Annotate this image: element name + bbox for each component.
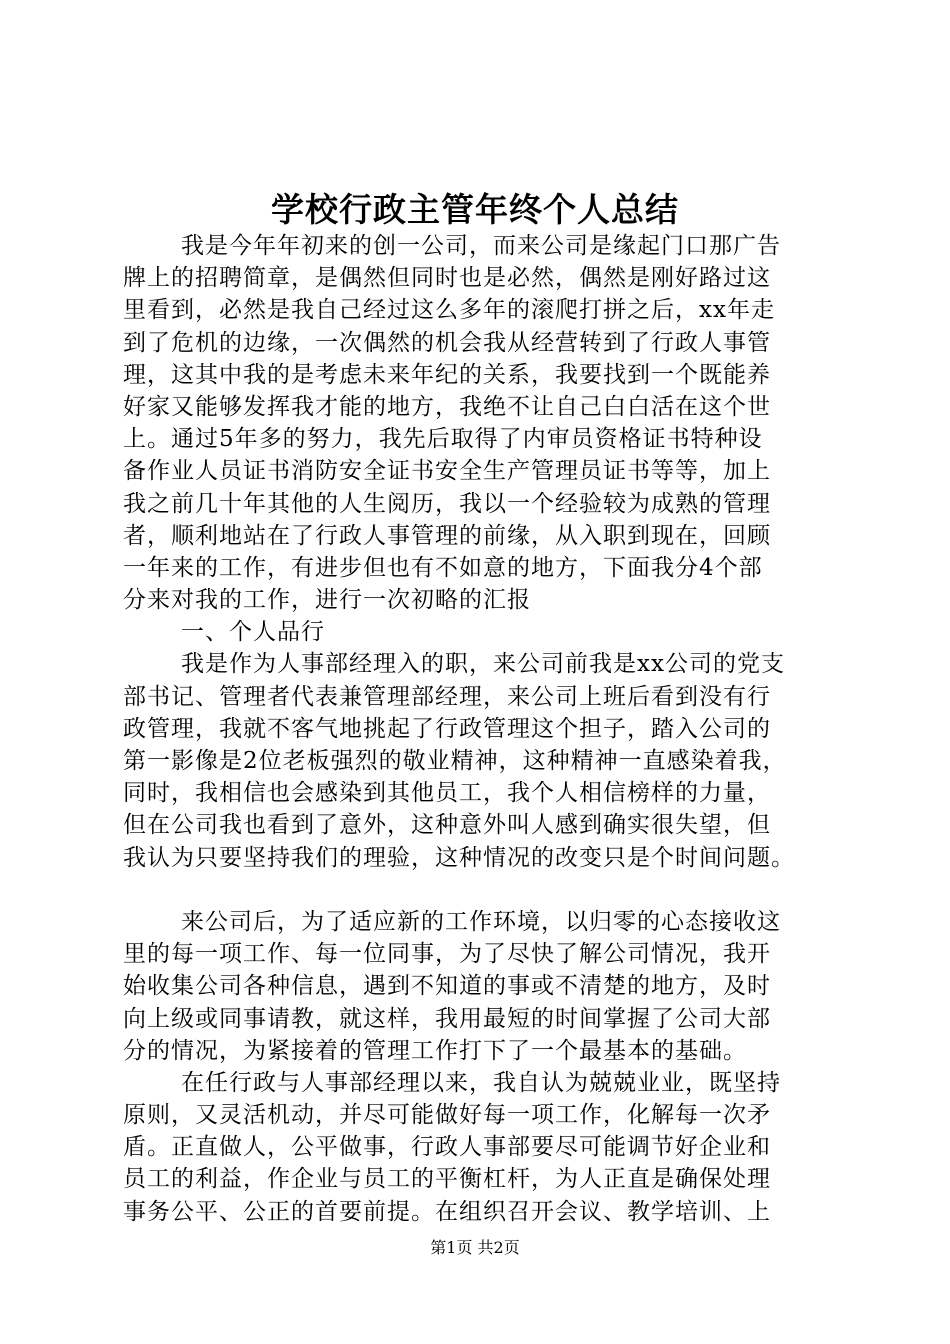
paragraph-line: 政管理，我就不客气地挑起了行政管理这个担子，踏入公司的 xyxy=(123,715,771,742)
paragraph-line: 盾。正直做人，公平做事，行政人事部要尽可能调节好企业和 xyxy=(123,1134,771,1161)
paragraph-line: 里看到，必然是我自己经过这么多年的滚爬打拼之后，xx年走 xyxy=(123,297,775,324)
paragraph-line: 第一影像是2位老板强烈的敬业精神，这种精神一直感染着我， xyxy=(123,748,787,774)
paragraph-line: 部书记、管理者代表兼管理部经理，来公司上班后看到没有行 xyxy=(123,683,771,710)
paragraph-line: 者，顺利地站在了行政人事管理的前缘，从入职到现在，回顾 xyxy=(123,522,771,549)
paragraph-line: 上。通过5年多的努力，我先后取得了内审员资格证书特种设 xyxy=(123,426,763,453)
paragraph-line: 里的每一项工作、每一位同事，为了尽快了解公司情况，我开 xyxy=(123,941,771,968)
paragraph-line: 好家又能够发挥我才能的地方，我绝不让自己白白活在这个世 xyxy=(123,393,771,420)
paragraph-line: 我是作为人事部经理入的职，来公司前我是xx公司的党支 xyxy=(181,651,785,678)
document-body xyxy=(123,230,843,1228)
paragraph-line: 分的情况，为紧接着的管理工作打下了一个最基本的基础。 xyxy=(123,1037,747,1064)
paragraph-line: 事务公平、公正的首要前提。在组织召开会议、教学培训、上 xyxy=(123,1198,771,1225)
paragraph-line: 到了危机的边缘，一次偶然的机会我从经营转到了行政人事管 xyxy=(123,329,771,356)
paragraph-line: 我之前几十年其他的人生阅历，我以一个经验较为成熟的管理 xyxy=(123,490,771,517)
page-number-footer: 第1页 共2页 xyxy=(430,1238,520,1257)
paragraph-line: 在任行政与人事部经理以来，我自认为兢兢业业，既坚持 xyxy=(181,1069,781,1096)
paragraph-line: 来公司后，为了适应新的工作环境，以归零的心态接收这 xyxy=(181,908,781,935)
paragraph-line: 同时，我相信也会感染到其他员工，我个人相信榜样的力量， xyxy=(123,780,771,807)
section-heading: 一、个人品行 xyxy=(181,619,325,646)
paragraph-line: 员工的利益，作企业与员工的平衡杠杆，为人正直是确保处理 xyxy=(123,1166,771,1193)
paragraph-line: 牌上的招聘简章，是偶然但同时也是必然，偶然是刚好路过这 xyxy=(123,265,771,292)
paragraph-line: 我认为只要坚持我们的理验，这种情况的改变只是个时间问题。 xyxy=(123,844,795,871)
paragraph-line: 向上级或同事请教，就这样，我用最短的时间掌握了公司大部 xyxy=(123,1005,771,1032)
paragraph-line: 备作业人员证书消防安全证书安全生产管理员证书等等，加上 xyxy=(123,458,771,485)
paragraph-line: 始收集公司各种信息，遇到不知道的事或不清楚的地方，及时 xyxy=(123,973,771,1000)
paragraph-line: 理，这其中我的是考虑未来年纪的关系，我要找到一个既能养 xyxy=(123,361,771,388)
blank-line xyxy=(123,874,843,906)
document-title: 学校行政主管年终个人总结 xyxy=(271,190,679,229)
paragraph-line: 一年来的工作，有进步但也有不如意的地方，下面我分4个部 xyxy=(123,554,763,581)
paragraph-line: 但在公司我也看到了意外，这种意外叫人感到确实很失望，但 xyxy=(123,812,771,839)
paragraph-line: 原则，又灵活机动，并尽可能做好每一项工作，化解每一次矛 xyxy=(123,1102,771,1129)
paragraph-line: 分来对我的工作，进行一次初略的汇报 xyxy=(123,587,531,614)
paragraph-line: 我是今年年初来的创一公司，而来公司是缘起门口那广告 xyxy=(181,233,781,259)
